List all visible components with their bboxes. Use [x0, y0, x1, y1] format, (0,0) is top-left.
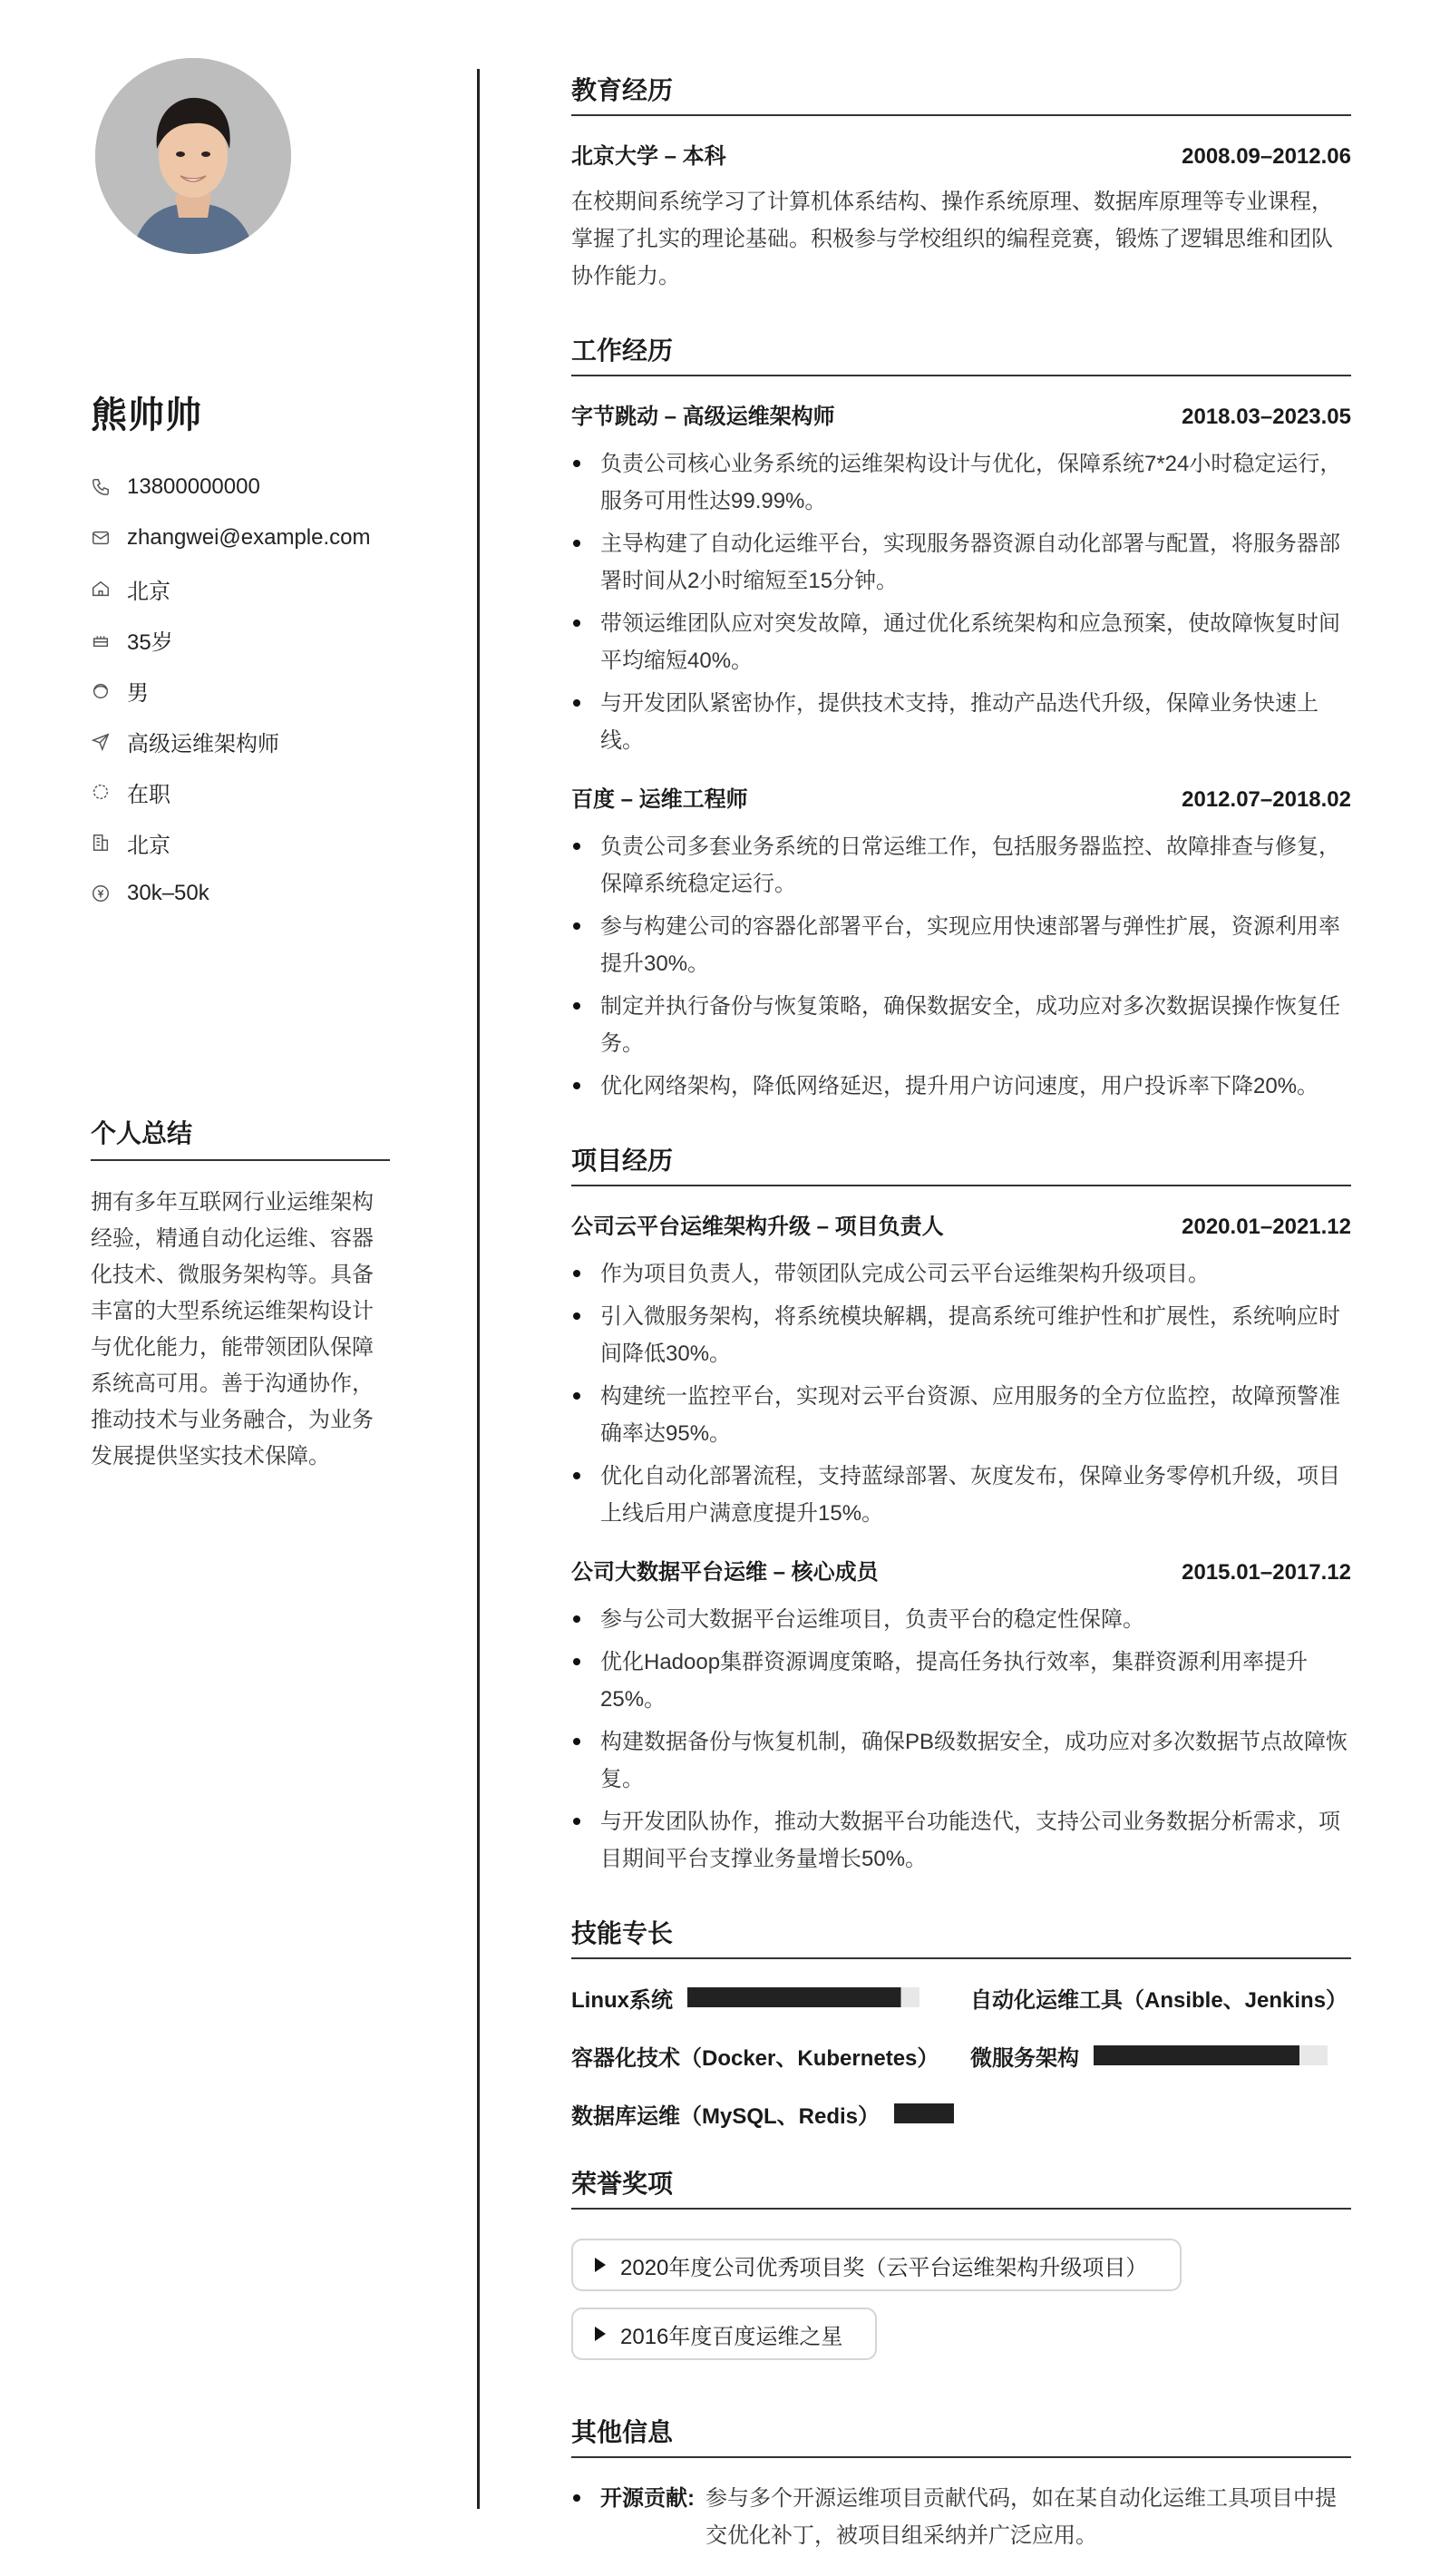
- bullet-item: 优化网络架构，降低网络延迟，提升用户访问速度，用户投诉率下降20%。: [571, 1068, 1351, 1105]
- send-icon: [91, 731, 111, 751]
- skill-level-bar: [687, 1987, 919, 2007]
- skill-level-fill: [894, 2103, 954, 2123]
- project-heading: 公司大数据平台运维 – 核心成员: [571, 1560, 879, 1585]
- project-bullets: [571, 1255, 1351, 1532]
- job-heading: 字节跳动 – 高级运维架构师: [571, 405, 835, 429]
- bullet-item: 构建数据备份与恢复机制，确保PB级数据安全，成功应对多次数据节点故障恢复。: [571, 1723, 1351, 1798]
- entry-period: 2015.01–2017.12: [1182, 1560, 1351, 1585]
- info-city: [91, 817, 390, 868]
- section-title: 工作经历: [571, 331, 1351, 376]
- section-title: 荣誉奖项: [571, 2164, 1351, 2210]
- job-entry: [571, 402, 1351, 759]
- info-position: [91, 716, 390, 766]
- bullet-item: 主导构建了自动化运维平台，实现服务器资源自动化部署与配置，将服务器部署时间从2小时缩短至15分钟。: [571, 525, 1351, 600]
- cake-icon: [91, 629, 111, 649]
- entry-period: 2018.03–2023.05: [1182, 405, 1351, 429]
- bullet-item: 优化自动化部署流程，支持蓝绿部署、灰度发布，保障业务零停机升级，项目上线后用户满意度提升15%。: [571, 1458, 1351, 1532]
- mail-icon: [91, 528, 111, 548]
- info-email: [91, 512, 390, 563]
- entry-header: [571, 1212, 1351, 1243]
- entry-period: 2012.07–2018.02: [1182, 787, 1351, 812]
- phone-icon: [91, 477, 111, 497]
- bullet-item: 负责公司核心业务系统的运维架构设计与优化，保障系统7*24小时稳定运行，服务可用性达99.99%。: [571, 445, 1351, 520]
- skill-name: 自动化运维工具（Ansible、Jenkins）: [970, 1987, 1348, 2013]
- entry-header: [571, 141, 1351, 172]
- entry-period: 2020.01–2021.12: [1182, 1215, 1351, 1239]
- bullet-item: 优化Hadoop集群资源调度策略，提高任务执行效率，集群资源利用率提升25%。: [571, 1644, 1351, 1718]
- info-text: 35岁: [127, 629, 173, 655]
- entry-header: [571, 402, 1351, 433]
- bullet-item: 构建统一监控平台，实现对云平台资源、应用服务的全方位监控，故障预警准确率达95%。: [571, 1378, 1351, 1452]
- honor-item[interactable]: [571, 2308, 877, 2360]
- section-title: 其他信息: [571, 2413, 1351, 2458]
- project-entry: [571, 1212, 1351, 1532]
- skill-item: [571, 2099, 970, 2128]
- info-age: [91, 614, 390, 665]
- honor-text: 2016年度百度运维之星: [620, 2324, 843, 2349]
- portrait-image: [95, 58, 291, 254]
- contact-info-list: [91, 462, 390, 919]
- skill-name: 微服务架构: [970, 2045, 1079, 2071]
- info-status: [91, 766, 390, 817]
- job-bullets: [571, 445, 1351, 759]
- bullet-item: 引入微服务架构，将系统模块解耦，提高系统可维护性和扩展性，系统响应时间降低30%。: [571, 1298, 1351, 1372]
- info-text: 高级运维架构师: [127, 731, 279, 756]
- education-entry: [571, 141, 1351, 295]
- job-bullets: [571, 828, 1351, 1105]
- bullet-item: 参与构建公司的容器化部署平台，实现应用快速部署与弹性扩展，资源利用率提升30%。: [571, 908, 1351, 982]
- skill-level-bar: [1094, 2045, 1328, 2065]
- skill-item: [571, 1983, 970, 2012]
- project-entry: [571, 1557, 1351, 1878]
- skill-item: [571, 2041, 970, 2070]
- status-icon: [91, 782, 111, 802]
- candidate-name: 熊帅帅: [91, 395, 202, 435]
- honors-section: [571, 2164, 1351, 2376]
- skill-level-bar: [894, 2103, 954, 2123]
- skills-grid: [571, 1983, 1351, 2128]
- column-divider: [477, 69, 480, 2509]
- projects-section: [571, 1141, 1351, 1878]
- section-title: 技能专长: [571, 1914, 1351, 1959]
- section-title: 教育经历: [571, 71, 1351, 116]
- main-content: [571, 71, 1351, 2576]
- info-text: 北京: [127, 579, 170, 604]
- info-text: 13800000000: [127, 474, 260, 499]
- expand-arrow-icon: [595, 2258, 606, 2272]
- section-title: 项目经历: [571, 1141, 1351, 1186]
- bullet-item: 带领运维团队应对突发故障，通过优化系统架构和应急预案，使故障恢复时间平均缩短40%。: [571, 605, 1351, 679]
- job-entry: [571, 785, 1351, 1105]
- other-section: [571, 2413, 1351, 2554]
- entry-period: 2008.09–2012.06: [1182, 144, 1351, 169]
- skill-name: 数据库运维（MySQL、Redis）: [571, 2103, 881, 2129]
- bullet-item: 参与公司大数据平台运维项目，负责平台的稳定性保障。: [571, 1601, 1351, 1638]
- bullet-item: 制定并执行备份与恢复策略，确保数据安全，成功应对多次数据误操作恢复任务。: [571, 988, 1351, 1062]
- job-heading: 百度 – 运维工程师: [571, 787, 748, 812]
- skill-item: [970, 2041, 1351, 2070]
- honors-list: [571, 2239, 1351, 2376]
- other-item: [571, 2480, 1351, 2554]
- skills-section: [571, 1914, 1351, 2128]
- info-text: 在职: [127, 782, 170, 807]
- info-text: 30k–50k: [127, 881, 209, 905]
- skill-name: Linux系统: [571, 1987, 673, 2013]
- entry-header: [571, 1557, 1351, 1588]
- building-icon: [91, 833, 111, 853]
- home-icon: [91, 579, 111, 599]
- skill-name: 容器化技术（Docker、Kubernetes）: [571, 2045, 939, 2071]
- info-phone: [91, 462, 390, 512]
- school-name: 北京大学 – 本科: [571, 144, 726, 169]
- bullet-item: 作为项目负责人，带领团队完成公司云平台运维架构升级项目。: [571, 1255, 1351, 1293]
- info-address: [91, 563, 390, 614]
- skill-level-fill: [687, 1987, 901, 2007]
- info-text: zhangwei@example.com: [127, 525, 371, 550]
- bullet-item: 与开发团队协作，推动大数据平台功能迭代，支持公司业务数据分析需求，项目期间平台支撑业务量增长50%。: [571, 1803, 1351, 1878]
- summary-title: 个人总结: [91, 1114, 390, 1161]
- info-gender: [91, 665, 390, 716]
- honor-text: 2020年度公司优秀项目奖（云平台运维架构升级项目）: [620, 2255, 1148, 2280]
- other-text: 参与多个开源运维项目贡献代码，如在某自动化运维工具项目中提交优化补丁，被项目组采纳并广泛应用。: [705, 2486, 1337, 2548]
- avatar: [95, 58, 291, 254]
- other-list: [571, 2480, 1351, 2554]
- expand-arrow-icon: [595, 2327, 606, 2341]
- skill-level-fill: [1094, 2045, 1299, 2065]
- bullet-item: 负责公司多套业务系统的日常运维工作，包括服务器监控、故障排查与修复，保障系统稳定运行。: [571, 828, 1351, 903]
- entry-header: [571, 785, 1351, 815]
- sidebar: [91, 58, 390, 919]
- info-salary: [91, 868, 390, 919]
- info-text: 男: [127, 680, 149, 706]
- project-bullets: [571, 1601, 1351, 1878]
- education-desc: 在校期间系统学习了计算机体系结构、操作系统原理、数据库原理等专业课程，掌握了扎实的理论基础。积极参与学校组织的编程竞赛，锻炼了逻辑思维和团队协作能力。: [571, 190, 1333, 288]
- education-section: [571, 71, 1351, 295]
- project-heading: 公司云平台运维架构升级 – 项目负责人: [571, 1215, 944, 1239]
- bullet-item: 与开发团队紧密协作，提供技术支持，推动产品迭代升级，保障业务快速上线。: [571, 685, 1351, 759]
- honor-item[interactable]: [571, 2239, 1182, 2291]
- skill-item: [970, 1983, 1351, 2012]
- salary-icon: [91, 883, 111, 903]
- gender-icon: [91, 680, 111, 700]
- other-label: 开源贡献:: [600, 2486, 695, 2511]
- work-section: [571, 331, 1351, 1105]
- summary-text: 拥有多年互联网行业运维架构经验，精通自动化运维、容器化技术、微服务架构等。具备丰富的大型系统运维架构设计与优化能力，能带领团队保障系统高可用。善于沟通协作，推动技术与业务融合，为业务发展提供坚实技术保障。: [91, 1190, 374, 1469]
- info-text: 北京: [127, 833, 170, 858]
